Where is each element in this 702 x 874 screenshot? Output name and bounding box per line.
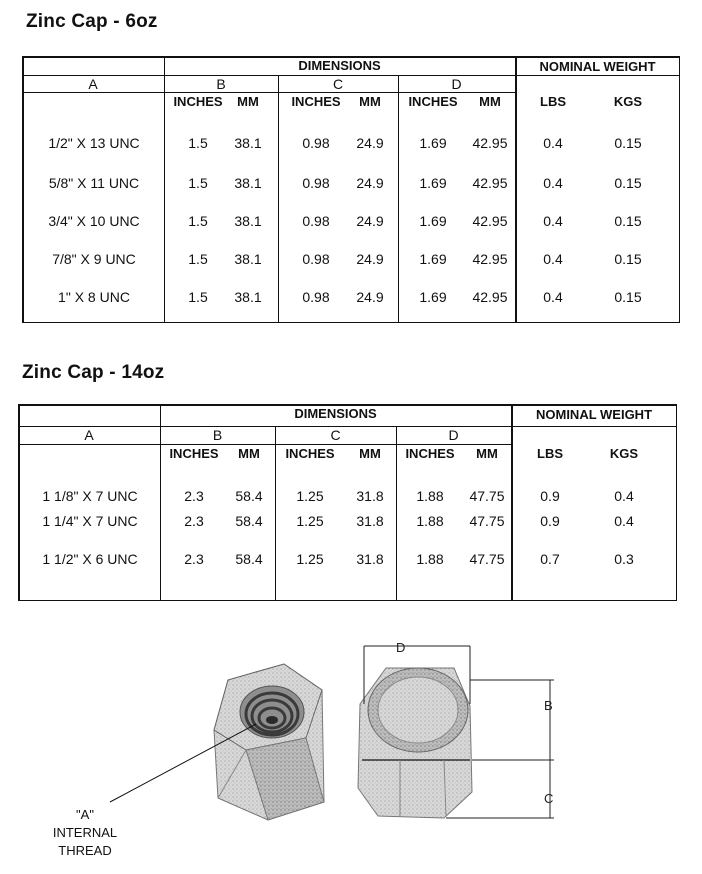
value-cell: 1.5: [188, 213, 208, 229]
value-cell: 38.1: [234, 175, 262, 191]
table-2-title: Zinc Cap - 14oz: [22, 362, 165, 383]
column-letter-d: D: [451, 76, 462, 92]
value-cell: 0.98: [302, 175, 330, 191]
value-cell: 0.4: [543, 289, 563, 305]
thread-size-cell: 3/4" X 10 UNC: [48, 213, 140, 229]
table-rule-horizontal: [22, 322, 680, 324]
value-cell: 38.1: [234, 289, 262, 305]
value-cell: 1.69: [419, 213, 447, 229]
value-cell: 42.95: [472, 175, 508, 191]
value-cell: 1.88: [416, 551, 444, 567]
value-cell: 31.8: [356, 488, 384, 504]
value-cell: 0.3: [614, 551, 634, 567]
table-rule-horizontal: [18, 600, 677, 602]
value-cell: 1.5: [188, 289, 208, 305]
subheader-mm: MM: [476, 446, 498, 461]
subheader-mm: MM: [238, 446, 260, 461]
value-cell: 58.4: [235, 551, 263, 567]
value-cell: 42.95: [472, 213, 508, 229]
caption-line-2: INTERNAL: [52, 825, 118, 840]
value-cell: 0.4: [543, 251, 563, 267]
value-cell: 0.4: [614, 488, 634, 504]
value-cell: 0.4: [543, 213, 563, 229]
value-cell: 1.88: [416, 513, 444, 529]
value-cell: 0.9: [540, 488, 560, 504]
value-cell: 1.5: [188, 175, 208, 191]
value-cell: 1.69: [419, 289, 447, 305]
value-cell: 38.1: [234, 213, 262, 229]
internal-thread-caption: [40, 806, 130, 860]
value-cell: 1.69: [419, 175, 447, 191]
value-cell: 24.9: [356, 251, 384, 267]
subheader-inches: INCHES: [169, 446, 219, 461]
value-cell: 0.15: [614, 251, 642, 267]
dimensions-header: DIMENSIONS: [294, 406, 377, 421]
thread-size-cell: 7/8" X 9 UNC: [52, 251, 136, 267]
value-cell: 0.15: [614, 289, 642, 305]
subheader-inches: INCHES: [291, 94, 341, 109]
value-cell: 2.3: [184, 513, 204, 529]
subheader-mm: MM: [237, 94, 259, 109]
value-cell: 0.98: [302, 135, 330, 151]
value-cell: 0.98: [302, 289, 330, 305]
value-cell: 1.5: [188, 135, 208, 151]
thread-size-cell: 1/2" X 13 UNC: [48, 135, 140, 151]
subheader-inches: INCHES: [405, 446, 455, 461]
value-cell: 38.1: [234, 135, 262, 151]
subheader-inches: INCHES: [408, 94, 458, 109]
value-cell: 42.95: [472, 289, 508, 305]
value-cell: 58.4: [235, 488, 263, 504]
column-letter-a: A: [88, 76, 98, 92]
dimension-d-label: D: [396, 640, 406, 655]
value-cell: 24.9: [356, 175, 384, 191]
column-letter-b: B: [212, 427, 223, 443]
table-rule-horizontal: [18, 444, 511, 445]
table-rule-horizontal: [22, 92, 515, 93]
value-cell: 2.3: [184, 488, 204, 504]
table-rule-vertical: [278, 75, 279, 323]
value-cell: 42.95: [472, 135, 508, 151]
subheader-kgs: KGS: [609, 446, 639, 461]
zinc-cap-14oz-table: [18, 404, 677, 601]
value-cell: 47.75: [469, 488, 505, 504]
value-cell: 1.25: [296, 551, 324, 567]
value-cell: 2.3: [184, 551, 204, 567]
thread-size-cell: 1 1/4" X 7 UNC: [42, 513, 138, 529]
value-cell: 1.5: [188, 251, 208, 267]
column-letter-a: A: [84, 427, 94, 443]
thread-size-cell: 1" X 8 UNC: [58, 289, 130, 305]
value-cell: 0.4: [543, 135, 563, 151]
value-cell: 0.9: [540, 513, 560, 529]
subheader-lbs: LBS: [537, 446, 563, 461]
zinc-cap-6oz-table: [22, 56, 680, 323]
column-letter-d: D: [448, 427, 459, 443]
dimension-b-label: B: [544, 698, 553, 713]
subheader-mm: MM: [359, 446, 381, 461]
value-cell: 0.4: [543, 175, 563, 191]
nominal-weight-header: NOMINAL WEIGHT: [539, 59, 656, 74]
nominal-weight-header: NOMINAL WEIGHT: [535, 407, 653, 422]
subheader-mm: MM: [479, 94, 501, 109]
value-cell: 24.9: [356, 289, 384, 305]
value-cell: 58.4: [235, 513, 263, 529]
value-cell: 1.69: [419, 135, 447, 151]
value-cell: 1.25: [296, 488, 324, 504]
table-rule-vertical: [398, 75, 399, 323]
column-letter-b: B: [216, 76, 226, 92]
thread-size-cell: 1 1/8" X 7 UNC: [42, 488, 138, 504]
value-cell: 31.8: [356, 513, 384, 529]
value-cell: 47.75: [469, 551, 505, 567]
solid-cap-view: [358, 668, 472, 818]
table-1-title: Zinc Cap - 6oz: [26, 11, 158, 32]
threaded-cap-view: [214, 664, 324, 820]
caption-line-1: "A": [76, 807, 94, 822]
value-cell: 1.69: [419, 251, 447, 267]
subheader-inches: INCHES: [173, 94, 223, 109]
subheader-inches: INCHES: [285, 446, 335, 461]
value-cell: 0.98: [302, 251, 330, 267]
value-cell: 31.8: [356, 551, 384, 567]
value-cell: 0.15: [614, 135, 642, 151]
thread-size-cell: 1 1/2" X 6 UNC: [42, 551, 138, 567]
value-cell: 42.95: [472, 251, 508, 267]
value-cell: 47.75: [469, 513, 505, 529]
subheader-mm: MM: [359, 94, 381, 109]
subheader-kgs: KGS: [613, 94, 643, 109]
value-cell: 24.9: [356, 213, 384, 229]
value-cell: 1.25: [296, 513, 324, 529]
value-cell: 0.98: [302, 213, 330, 229]
thread-size-cell: 5/8" X 11 UNC: [48, 175, 140, 191]
dimension-c-label: C: [544, 791, 554, 806]
caption-line-3: THREAD: [58, 843, 112, 858]
value-cell: 0.15: [614, 175, 642, 191]
column-letter-c: C: [332, 76, 344, 92]
value-cell: 38.1: [234, 251, 262, 267]
value-cell: 0.15: [614, 213, 642, 229]
dimensions-header: DIMENSIONS: [298, 58, 381, 73]
value-cell: 0.7: [540, 551, 560, 567]
value-cell: 24.9: [356, 135, 384, 151]
value-cell: 0.4: [614, 513, 634, 529]
subheader-lbs: LBS: [540, 94, 566, 109]
column-letter-c: C: [330, 427, 341, 443]
value-cell: 1.88: [416, 488, 444, 504]
